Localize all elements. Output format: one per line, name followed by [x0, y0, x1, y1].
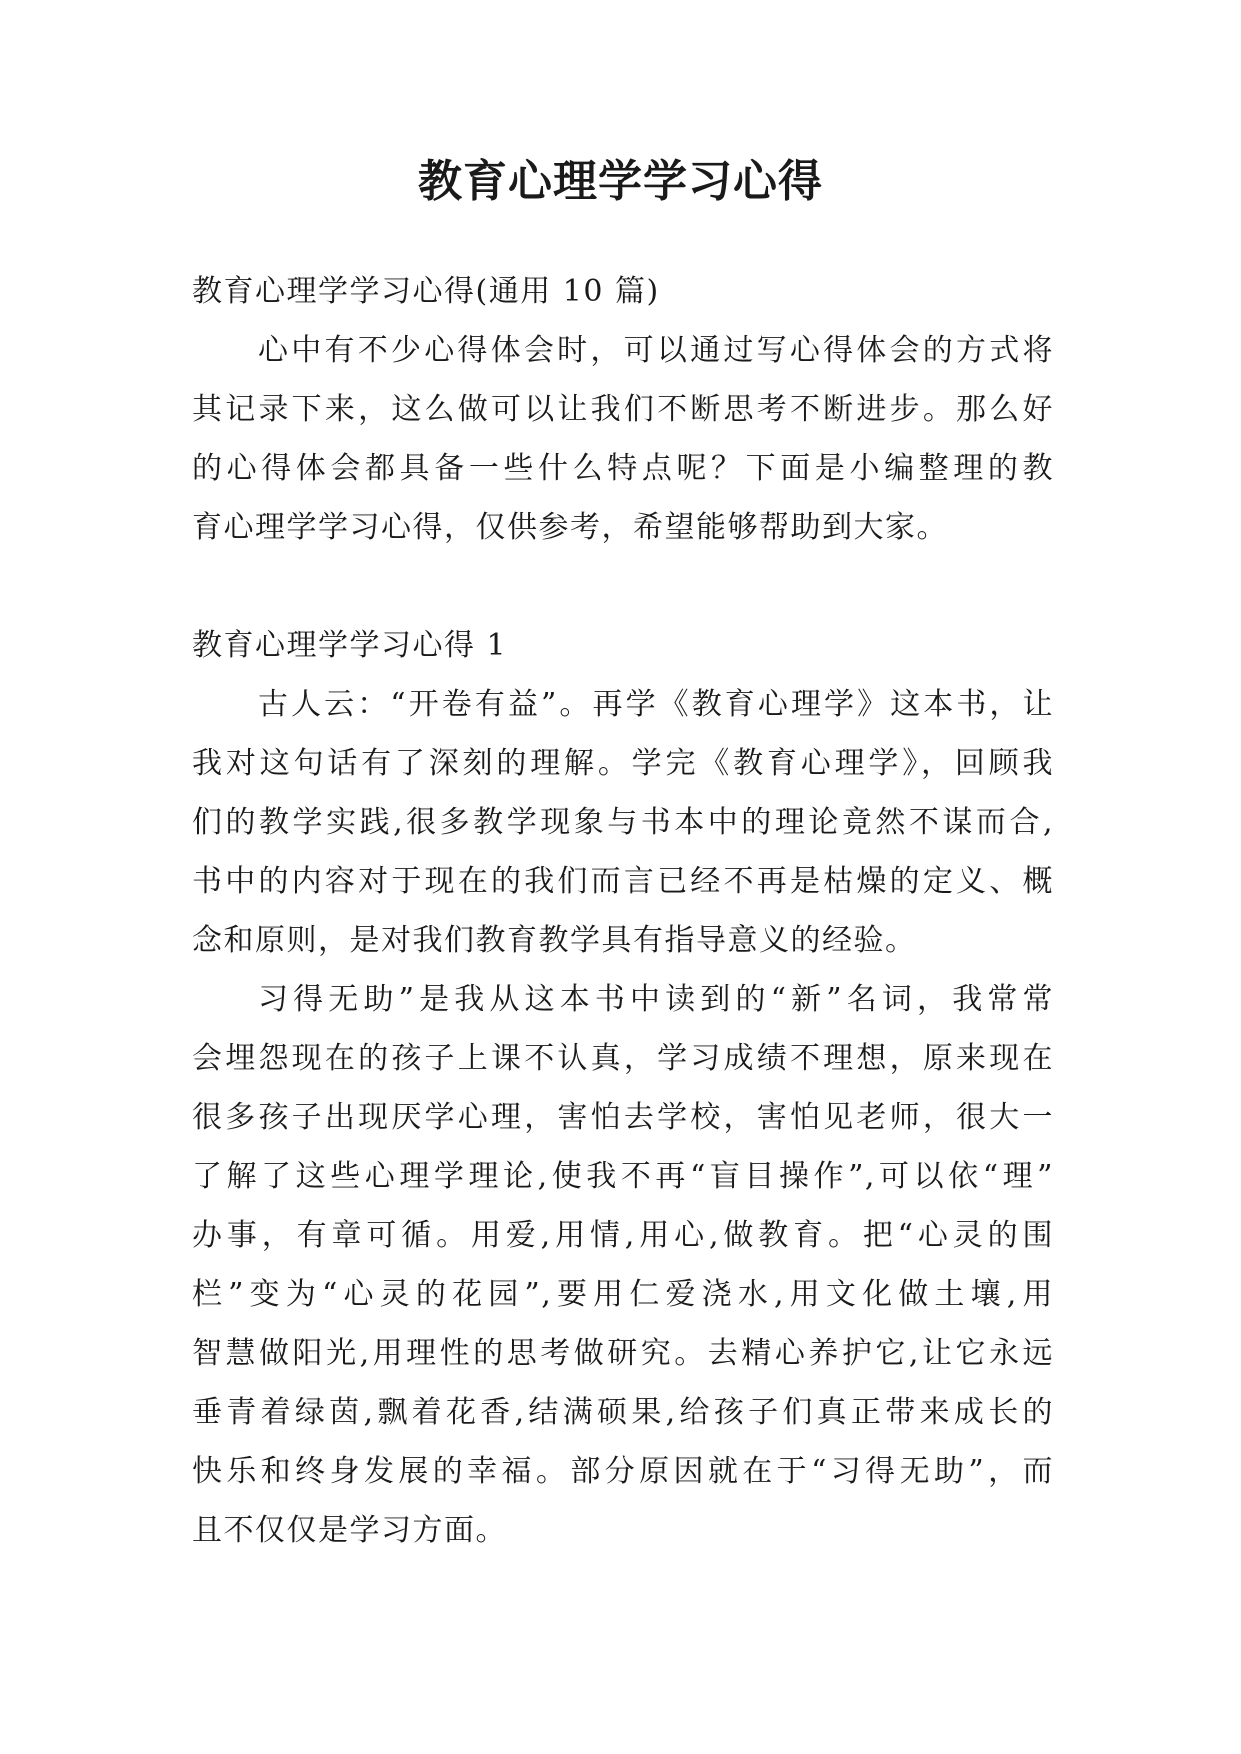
paragraph-line: 们的教学实践,很多教学现象与书本中的理论竟然不谋而合, [192, 805, 1054, 840]
paragraph-line: 古人云：“开卷有益”。再学《教育心理学》这本书，让 [258, 687, 1054, 722]
intro-line: 的心得体会都具备一些什么特点呢？下面是小编整理的教 [192, 451, 1054, 486]
paragraph-line: 快乐和终身发展的幸福。部分原因就在于“习得无助”，而 [192, 1454, 1054, 1489]
intro-line: 心中有不少心得体会时，可以通过写心得体会的方式将 [258, 333, 1054, 368]
paragraph-line: 习得无助”是我从这本书中读到的“新”名词，我常常 [258, 982, 1054, 1017]
paragraph-line: 且不仅仅是学习方面。 [192, 1513, 507, 1548]
section-paragraph-2 [192, 970, 1054, 1560]
blank-line [192, 557, 1054, 616]
paragraph-line: 我对这句话有了深刻的理解。学完《教育心理学》，回顾我 [192, 746, 1054, 781]
paragraph-line: 栏”变为“心灵的花园”,要用仁爱浇水,用文化做土壤,用 [192, 1277, 1054, 1312]
document-subtitle: 教育心理学学习心得(通用 10 篇) [192, 274, 660, 309]
section-paragraph-1 [192, 675, 1054, 970]
intro-paragraph [192, 321, 1054, 557]
document-body [192, 262, 1054, 1560]
paragraph-line: 念和原则，是对我们教育教学具有指导意义的经验。 [192, 923, 917, 958]
paragraph-line: 书中的内容对于现在的我们而言已经不再是枯燥的定义、概 [192, 864, 1054, 899]
paragraph-line: 办事，有章可循。用爱,用情,用心,做教育。把“心灵的围 [192, 1218, 1054, 1253]
intro-line: 育心理学学习心得，仅供参考，希望能够帮助到大家。 [192, 510, 948, 545]
document-title: 教育心理学学习心得 [418, 156, 823, 207]
intro-line: 其记录下来，这么做可以让我们不断思考不断进步。那么好 [192, 392, 1054, 427]
paragraph-line: 很多孩子出现厌学心理，害怕去学校，害怕见老师，很大一 [192, 1100, 1054, 1135]
paragraph-line: 智慧做阳光,用理性的思考做研究。去精心养护它,让它永远 [192, 1336, 1054, 1371]
paragraph-line: 了解了这些心理学理论,使我不再“盲目操作”,可以依“理” [192, 1159, 1054, 1194]
paragraph-line: 会埋怨现在的孩子上课不认真，学习成绩不理想，原来现在 [192, 1041, 1054, 1076]
section-heading: 教育心理学学习心得 1 [192, 628, 508, 663]
paragraph-line: 垂青着绿茵,飘着花香,结满硕果,给孩子们真正带来成长的 [192, 1395, 1054, 1430]
